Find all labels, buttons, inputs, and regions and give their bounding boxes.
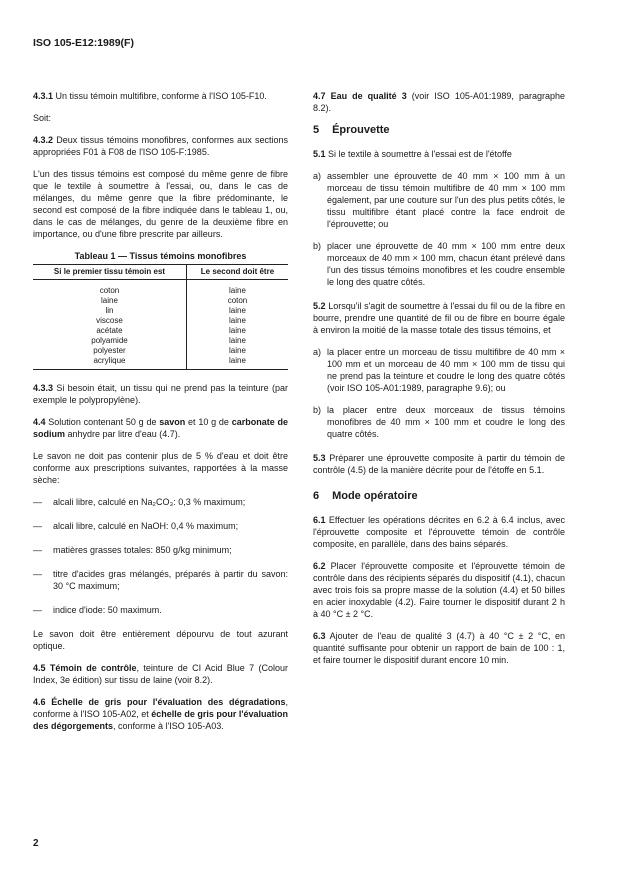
para-4-5: 4.5 Témoin de contrôle, teinture de CI Acid Blue 7 (Colour Index, 3e édition) sur tissu de laine (voir 8.2).: [33, 663, 288, 685]
list-item: — matières grasses totales: 850 g/kg minimum;: [33, 545, 232, 555]
para-6-3: 6.3 Ajouter de l'eau de qualité 3 (4.7) à 40 °C ± 2 °C, en quantité suffisante pour obtenir un rapport de bain de 100 : 1, et faire tourner le dispositif durant encore 10 min.: [313, 631, 565, 665]
list-item: a) assembler une éprouvette de 40 mm × 100 mm à un morceau de tissu témoin multifibre de 40 mm × 100 mm également, par une couture sur l'un des plus petits côtés, le tissu multifibre étant placé contre la face endroit de l'éprouvette; ou: [313, 171, 565, 229]
para-4-3-2: 4.3.2 Deux tissus témoins monofibres, conformes aux sections appropriées F01 à F08 de l'ISO 105-F:1985.: [33, 135, 288, 157]
para-4-4-note: Le savon doit être entièrement dépourvu de tout azurant optique.: [33, 629, 288, 651]
list-item: a) la placer entre un morceau de tissu multifibre de 40 mm × 100 mm et un morceau de 40 mm × 100 mm de tissu qui ne prend pas la teinture et coudre le long des quatre côtés (voir ISO 105-A01:1989, paragraphe 9.6); ou: [313, 347, 565, 393]
table-row: coton laine: [33, 280, 288, 297]
list-item: — alcali libre, calculé en NaOH: 0,4 % maximum;: [33, 521, 239, 531]
para-6-2: 6.2 Placer l'éprouvette composite et l'éprouvette témoin de contrôle dans des récipients séparés du dispositif (4.1), chacun avec trois fois sa propre masse de la solution (4.4) et 50 billes en acier inoxydable (4.2). Faire tourner le dispositif durant 2 h à 40 °C ± 2 °C.: [313, 561, 565, 619]
para-4-6: 4.6 Échelle de gris pour l'évaluation des dégradations, conforme à l'ISO 105-A02, et échelle de gris pour l'évaluation des dégorgements, conforme à l'ISO 105-A03.: [33, 697, 288, 731]
left-column: [33, 90, 288, 742]
document-header: ISO 105-E12:1989(F): [33, 37, 134, 49]
list-item: b) la placer entre deux morceaux de tissus témoins monofibres de 40 mm × 100 mm et coudre le long des quatre côtés.: [313, 405, 565, 439]
para-4-4: 4.4 Solution contenant 50 g de savon et 10 g de carbonate de sodium anhydre par litre d'eau (4.7).: [33, 417, 288, 439]
para-4-3-3: 4.3.3 Si besoin était, un tissu qui ne prend pas la teinture (par exemple le polypropylène).: [33, 383, 288, 405]
list-5-2: [313, 346, 565, 440]
para-4-7: 4.7 Eau de qualité 3 (voir ISO 105-A01:1989, paragraphe 8.2).: [313, 91, 565, 113]
para-soit: Soit:: [33, 113, 52, 123]
para-5-1: 5.1 Si le textile à soumettre à l'essai est de l'étoffe: [313, 149, 512, 159]
table-row: laine coton: [33, 296, 288, 306]
soap-requirements-list: [33, 496, 288, 616]
table-header: Le second doit être: [186, 265, 288, 280]
table-header: Si le premier tissu témoin est: [33, 265, 186, 280]
section-6-heading: 6 Mode opératoire: [313, 490, 418, 502]
para-4-3-1: 4.3.1 Un tissu témoin multifibre, conforme à l'ISO 105-F10.: [33, 91, 267, 101]
table-row: viscose laine: [33, 316, 288, 326]
table-row: acrylique laine: [33, 356, 288, 370]
table-row: lin laine: [33, 306, 288, 316]
table-row: polyester laine: [33, 346, 288, 356]
list-item: — indice d'iode: 50 maximum.: [33, 605, 162, 615]
table-row: polyamide laine: [33, 336, 288, 346]
page-number: 2: [33, 838, 39, 849]
para-5-2: 5.2 Lorsqu'il s'agit de soumettre à l'essai du fil ou de la fibre en bourre, prendre une quantité de fil ou de fibre en bourre égale à environ la moitié de la masse totale des tissus témoins, et: [313, 301, 565, 335]
para-6-1: 6.1 Effectuer les opérations décrites en 6.2 à 6.4 inclus, avec l'éprouvette composite et l'éprouvette témoin de contrôle composite, en parallèle, dans des bains séparés.: [313, 515, 565, 549]
right-column: [313, 90, 565, 676]
para-4-4-body: Le savon ne doit pas contenir plus de 5 % d'eau et doit être conforme aux prescriptions suivantes, rapportées à la masse sèche:: [33, 451, 288, 485]
list-item: — titre d'acides gras mélangés, préparés à partir du savon: 30 °C maximum;: [33, 569, 288, 591]
para-4-3-2-body: L'un des tissus témoins est composé du même genre de fibre que le textile à soumettre à l'essai, ou, dans le cas de mélanges, du même genre que la fibre prédominante, le second est composé de la fibre indiquée dans le tableau 1, ou, dans le cas de mélanges, du genre de la deuxième fibre en importance, ou d'une fibre prescrite par ailleurs.: [33, 169, 288, 239]
list-item: b) placer une éprouvette de 40 mm × 100 mm entre deux morceaux de 40 mm × 100 mm, chacun étant prélevé dans l'un des tissus témoins monofibres et les coudre ensemble le long des quatre côtés.: [313, 241, 565, 287]
list-5-1: [313, 170, 565, 288]
table-1-title: Tableau 1 — Tissus témoins monofibres: [74, 251, 247, 261]
section-5-heading: 5 Éprouvette: [313, 124, 390, 136]
table-1: [33, 264, 288, 370]
para-5-3: 5.3 Préparer une éprouvette composite à partir du témoin de contrôle (4.5) de la manière décrite pour de l'étoffe en 5.1.: [313, 453, 565, 475]
table-row: acétate laine: [33, 326, 288, 336]
list-item: — alcali libre, calculé en Na₂CO₃: 0,3 % maximum;: [33, 497, 246, 507]
